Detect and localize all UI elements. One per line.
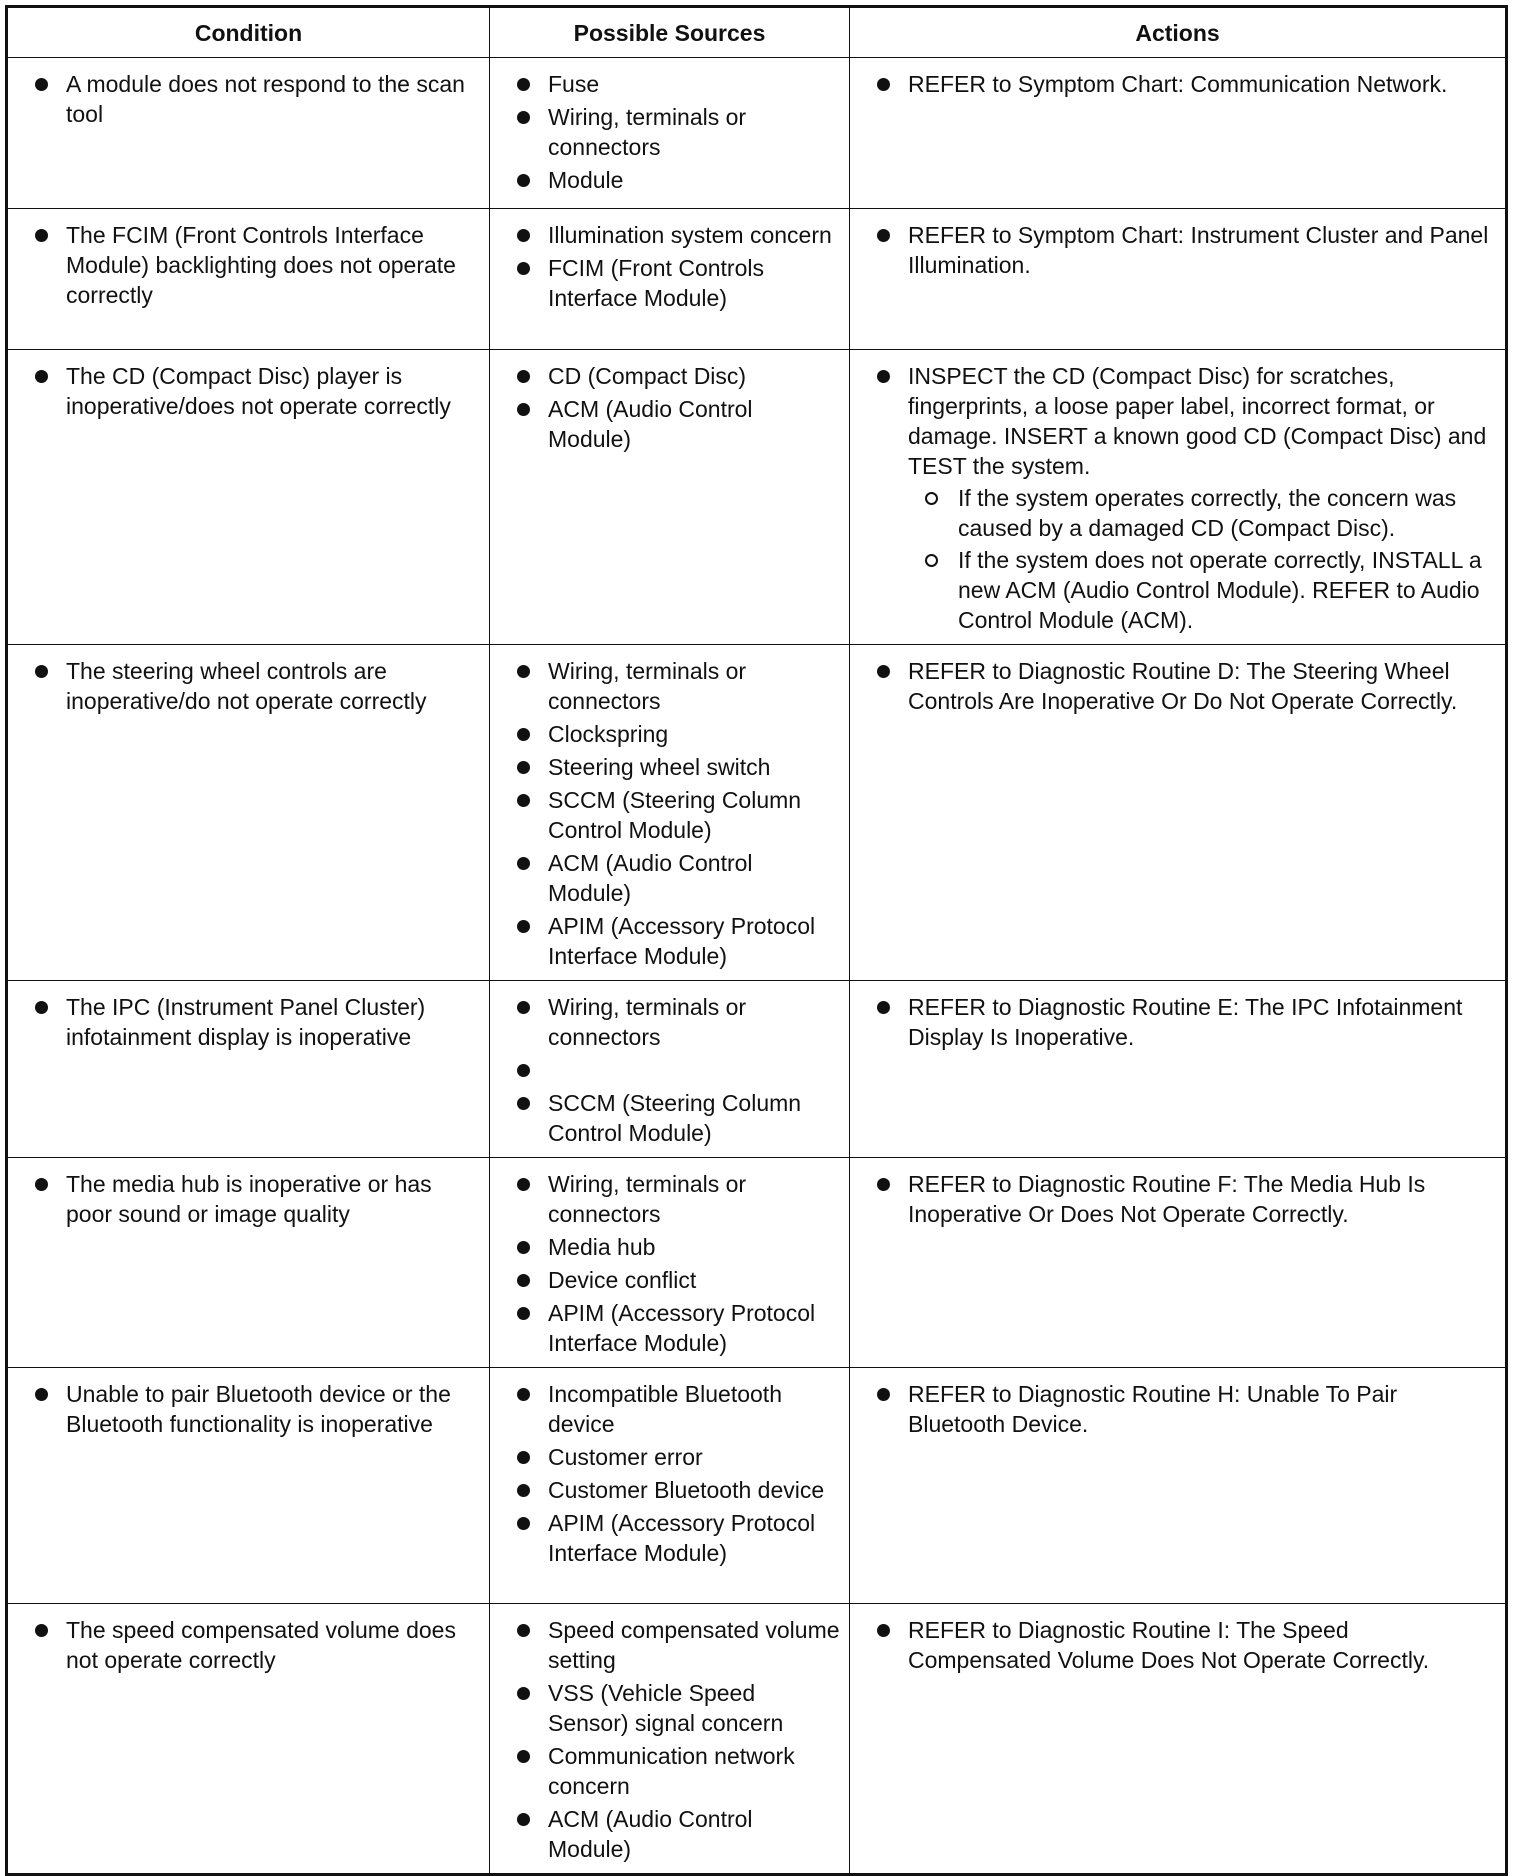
- sources-cell: [490, 645, 850, 981]
- source-item: ACM (Audio Control Module): [490, 848, 841, 908]
- source-item: Wiring, terminals or connectors: [490, 656, 841, 716]
- source-item: Media hub: [490, 1232, 841, 1262]
- condition-text: The media hub is inoperative or has poor sound or image quality: [66, 1171, 432, 1227]
- source-item: Communication network concern: [490, 1741, 841, 1801]
- action-item: [850, 1169, 1497, 1229]
- source-item: Fuse: [490, 69, 841, 99]
- source-item: Incompatible Bluetooth device: [490, 1379, 841, 1439]
- condition-bullet: [8, 1615, 481, 1675]
- table-row: [7, 58, 1507, 209]
- source-item: SCCM (Steering Column Control Module): [490, 785, 841, 845]
- source-item: Steering wheel switch: [490, 752, 841, 782]
- condition-bullet: [8, 656, 481, 716]
- source-item: APIM (Accessory Protocol Interface Module): [490, 1508, 841, 1568]
- source-item: APIM (Accessory Protocol Interface Module): [490, 911, 841, 971]
- condition-text: The speed compensated volume does not operate correctly: [66, 1617, 456, 1673]
- condition-bullet: [8, 361, 481, 421]
- action-item: [850, 656, 1497, 716]
- condition-text: The FCIM (Front Controls Interface Module) backlighting does not operate correctly: [66, 222, 456, 308]
- table-row: [7, 1604, 1507, 1875]
- condition-bullet: [8, 69, 481, 129]
- sources-cell: [490, 1604, 850, 1875]
- source-item: Customer error: [490, 1442, 841, 1472]
- actions-cell: [850, 209, 1507, 350]
- table-header-row: [7, 7, 1507, 58]
- sources-cell: [490, 981, 850, 1158]
- condition-text: The IPC (Instrument Panel Cluster) infotainment display is inoperative: [66, 994, 426, 1050]
- sources-cell: [490, 1158, 850, 1368]
- condition-cell: [7, 1604, 490, 1875]
- source-item: Customer Bluetooth device: [490, 1475, 841, 1505]
- table-row: [7, 645, 1507, 981]
- condition-bullet: [8, 220, 481, 310]
- diagnostic-page: [5, 5, 1505, 1862]
- header-possible-sources: Possible Sources: [490, 7, 850, 58]
- source-item: FCIM (Front Controls Interface Module): [490, 253, 841, 313]
- actions-cell: [850, 58, 1507, 209]
- table-row: [7, 350, 1507, 645]
- table-body: [7, 58, 1507, 1875]
- condition-text: Unable to pair Bluetooth device or the Bluetooth functionality is inoperative: [66, 1381, 451, 1437]
- table-row: [7, 1368, 1507, 1604]
- condition-text: A module does not respond to the scan tool: [66, 71, 465, 127]
- condition-text: The steering wheel controls are inoperative/do not operate correctly: [66, 658, 427, 714]
- condition-cell: [7, 981, 490, 1158]
- sources-cell: [490, 58, 850, 209]
- condition-bullet: [8, 1169, 481, 1229]
- action-item: [850, 992, 1497, 1052]
- table-row: [7, 1158, 1507, 1368]
- action-text: INSPECT the CD (Compact Disc) for scratches, fingerprints, a loose paper label, incorrect format, or damage. INSERT a known good CD (Compact Disc) and TEST the system.: [908, 363, 1487, 479]
- condition-cell: [7, 350, 490, 645]
- condition-bullet: [8, 992, 481, 1052]
- condition-cell: [7, 1158, 490, 1368]
- condition-cell: [7, 1368, 490, 1604]
- action-text: REFER to Diagnostic Routine F: The Media Hub Is Inoperative Or Does Not Operate Correctly.: [908, 1171, 1426, 1227]
- action-item: [850, 220, 1497, 280]
- header-actions: Actions: [850, 7, 1507, 58]
- table-row: [7, 981, 1507, 1158]
- source-item: ACM (Audio Control Module): [490, 394, 841, 454]
- action-item: [850, 1615, 1497, 1675]
- source-item: Wiring, terminals or connectors: [490, 992, 841, 1052]
- source-item: Wiring, terminals or connectors: [490, 102, 841, 162]
- action-text: REFER to Diagnostic Routine E: The IPC Infotainment Display Is Inoperative.: [908, 994, 1463, 1050]
- header-condition: Condition: [7, 7, 490, 58]
- action-item: [850, 1379, 1497, 1439]
- source-item: Clockspring: [490, 719, 841, 749]
- sources-cell: [490, 350, 850, 645]
- action-text: REFER to Diagnostic Routine H: Unable To Pair Bluetooth Device.: [908, 1381, 1398, 1437]
- table-row: [7, 209, 1507, 350]
- source-item-empty: [490, 1055, 841, 1085]
- source-item: SCCM (Steering Column Control Module): [490, 1088, 841, 1148]
- action-text: REFER to Symptom Chart: Communication Network.: [908, 71, 1448, 97]
- actions-cell: [850, 1158, 1507, 1368]
- source-item: APIM (Accessory Protocol Interface Module): [490, 1298, 841, 1358]
- action-text: REFER to Symptom Chart: Instrument Cluster and Panel Illumination.: [908, 222, 1489, 278]
- source-item: Speed compensated volume setting: [490, 1615, 841, 1675]
- actions-cell: [850, 350, 1507, 645]
- source-item: Wiring, terminals or connectors: [490, 1169, 841, 1229]
- source-item: CD (Compact Disc): [490, 361, 841, 391]
- source-item: ACM (Audio Control Module): [490, 1804, 841, 1864]
- sub-action-item: If the system operates correctly, the concern was caused by a damaged CD (Compact Disc).: [908, 483, 1497, 543]
- source-item: Device conflict: [490, 1265, 841, 1295]
- actions-cell: [850, 645, 1507, 981]
- source-item: Illumination system concern: [490, 220, 841, 250]
- sub-action-list: [908, 483, 1497, 635]
- condition-bullet: [8, 1379, 481, 1439]
- sources-cell: [490, 209, 850, 350]
- condition-cell: [7, 209, 490, 350]
- action-item: [850, 361, 1497, 635]
- actions-cell: [850, 1368, 1507, 1604]
- actions-cell: [850, 1604, 1507, 1875]
- source-item: Module: [490, 165, 841, 195]
- action-text: REFER to Diagnostic Routine D: The Steering Wheel Controls Are Inoperative Or Do Not Operate Correctly.: [908, 658, 1458, 714]
- symptom-table: [5, 5, 1508, 1876]
- actions-cell: [850, 981, 1507, 1158]
- condition-text: The CD (Compact Disc) player is inoperative/does not operate correctly: [66, 363, 451, 419]
- source-item: VSS (Vehicle Speed Sensor) signal concern: [490, 1678, 841, 1738]
- action-text: REFER to Diagnostic Routine I: The Speed Compensated Volume Does Not Operate Correctly.: [908, 1617, 1430, 1673]
- sub-action-item: If the system does not operate correctly, INSTALL a new ACM (Audio Control Module). REFER to Audio Control Module (ACM).: [908, 545, 1497, 635]
- action-item: [850, 69, 1497, 99]
- condition-cell: [7, 645, 490, 981]
- condition-cell: [7, 58, 490, 209]
- sources-cell: [490, 1368, 850, 1604]
